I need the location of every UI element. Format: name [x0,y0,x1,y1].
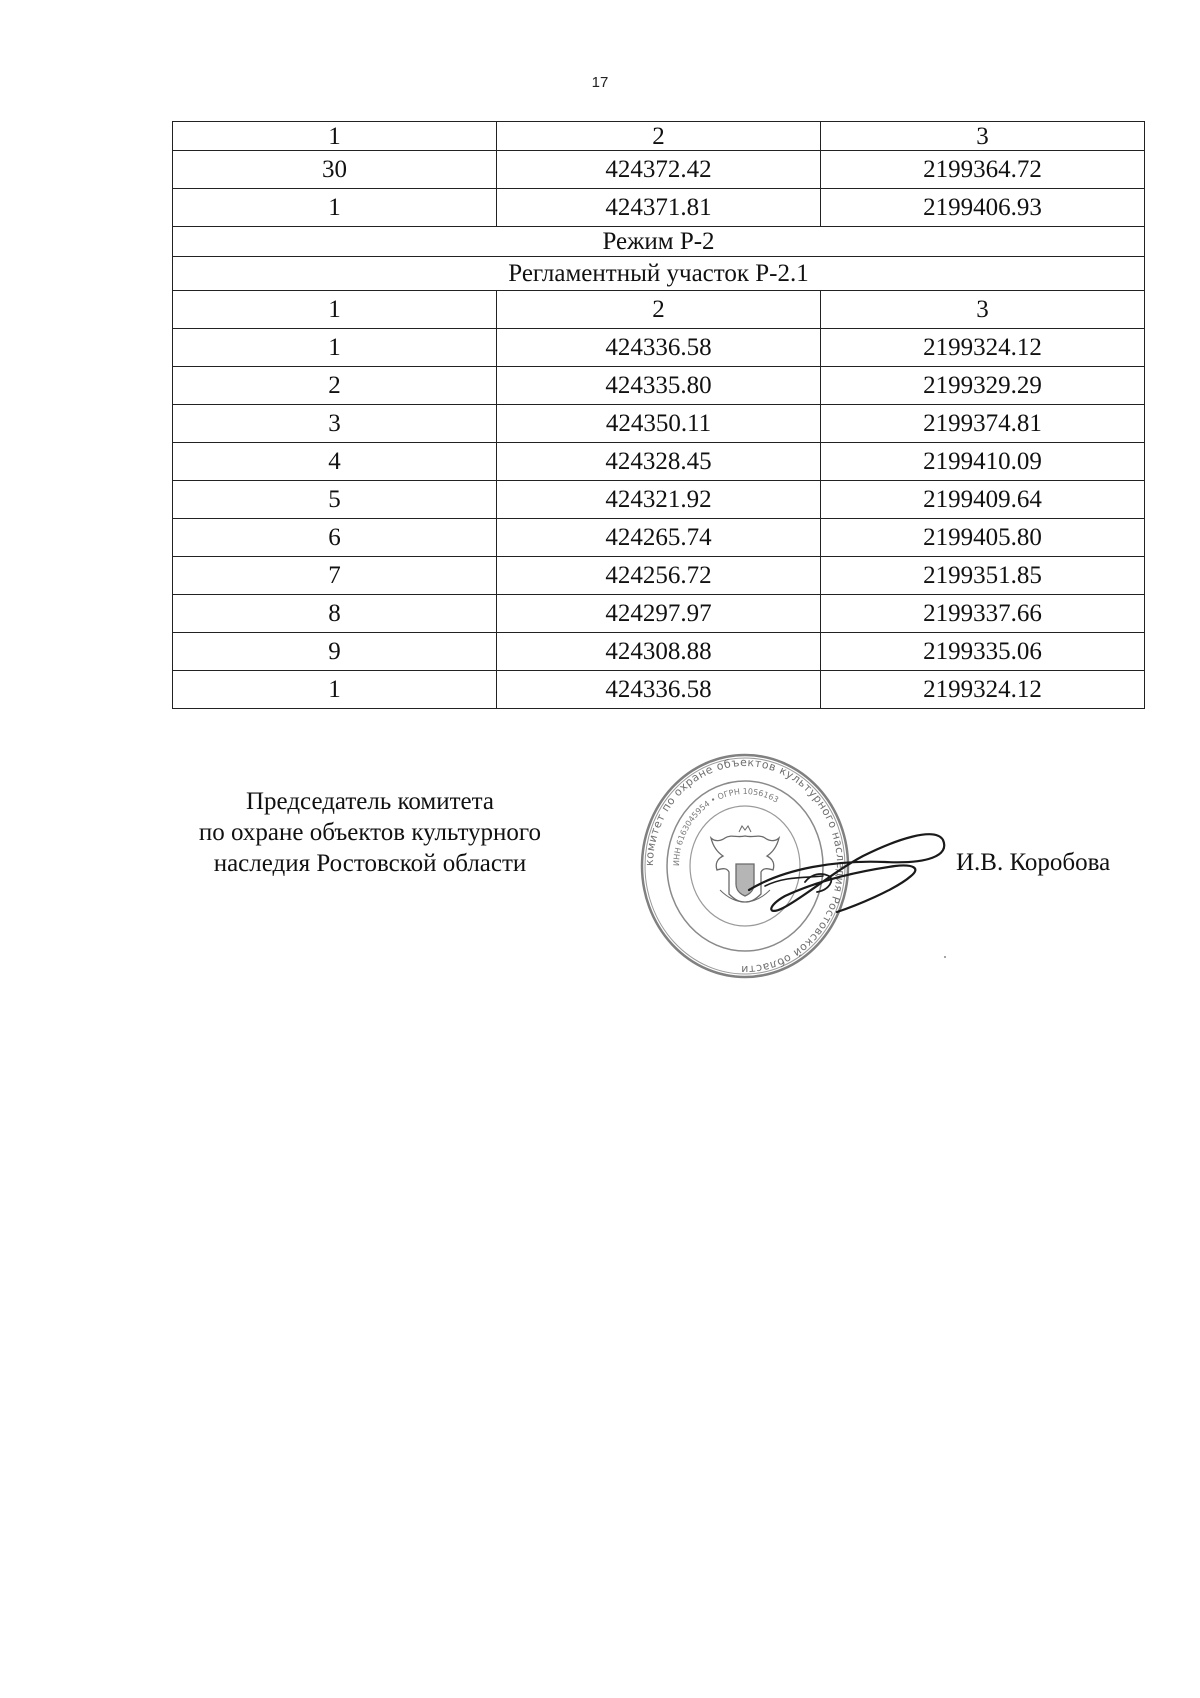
point-number-cell: 3 [173,405,497,443]
table-header-row [173,122,1145,151]
section-mode-row [173,227,1145,257]
position-line: наследия Ростовской области [213,850,527,877]
table-row [173,633,1145,671]
y-coordinate-cell: 2199374.81 [821,405,1145,443]
point-number-cell: 2 [173,367,497,405]
y-coordinate-cell: 2199335.06 [821,633,1145,671]
y-coordinate-cell: 2199324.12 [821,671,1145,709]
point-number-cell: 7 [173,557,497,595]
point-number-cell: 4 [173,443,497,481]
point-number-cell: 9 [173,633,497,671]
y-coordinate-cell: 2199410.09 [821,443,1145,481]
table-header-row [173,291,1145,329]
position-line: по охране объектов культурного [198,819,542,846]
y-coordinate-cell: 2199406.93 [821,189,1145,227]
header-cell: 1 [173,122,497,151]
y-coordinate-cell: 2199329.29 [821,367,1145,405]
x-coordinate-cell: 424350.11 [497,405,821,443]
y-coordinate-cell: 2199364.72 [821,151,1145,189]
table-row [173,557,1145,595]
y-coordinate-cell: 2199351.85 [821,557,1145,595]
point-number-cell: 6 [173,519,497,557]
header-cell: 3 [821,122,1145,151]
point-number-cell: 30 [173,151,497,189]
x-coordinate-cell: 424321.92 [497,481,821,519]
header-cell: 3 [821,291,1145,329]
table-row [173,443,1145,481]
coordinates-table [172,121,1145,709]
table-row [173,151,1145,189]
header-cell: 2 [497,122,821,151]
x-coordinate-cell: 424256.72 [497,557,821,595]
x-coordinate-cell: 424328.45 [497,443,821,481]
point-number-cell: 1 [173,671,497,709]
point-number-cell: 1 [173,189,497,227]
table-row [173,595,1145,633]
seal-outer-text-path: комитет по охране объектов культурного наследия Ростовской области [642,755,848,977]
table-row [173,671,1145,709]
table-row [173,405,1145,443]
point-number-cell: 1 [173,329,497,367]
x-coordinate-cell: 424372.42 [497,151,821,189]
table-row [173,481,1145,519]
x-coordinate-cell: 424371.81 [497,189,821,227]
section-area-title: Регламентный участок Р-2.1 [173,257,1145,291]
x-coordinate-cell: 424335.80 [497,367,821,405]
table-row [173,519,1145,557]
section-mode-title: Режим Р-2 [173,227,1145,257]
x-coordinate-cell: 424297.97 [497,595,821,633]
scan-speck [944,956,946,958]
table-row [173,189,1145,227]
point-number-cell: 8 [173,595,497,633]
signer-name: И.В. Коробова [956,849,1111,876]
x-coordinate-cell: 424308.88 [497,633,821,671]
seal-inner-text-path: ИНН 6163045954 • ОГРН 1056163 [671,786,781,867]
y-coordinate-cell: 2199405.80 [821,519,1145,557]
section-area-row [173,257,1145,291]
table-row [173,329,1145,367]
point-number-cell: 5 [173,481,497,519]
y-coordinate-cell: 2199324.12 [821,329,1145,367]
table-row [173,367,1145,405]
header-cell: 1 [173,291,497,329]
signatory-position [160,786,580,879]
header-cell: 2 [497,291,821,329]
y-coordinate-cell: 2199409.64 [821,481,1145,519]
position-line: Председатель комитета [246,788,494,815]
page-number: 17 [591,74,609,91]
x-coordinate-cell: 424336.58 [497,329,821,367]
handwritten-signature [745,820,955,930]
x-coordinate-cell: 424336.58 [497,671,821,709]
y-coordinate-cell: 2199337.66 [821,595,1145,633]
x-coordinate-cell: 424265.74 [497,519,821,557]
